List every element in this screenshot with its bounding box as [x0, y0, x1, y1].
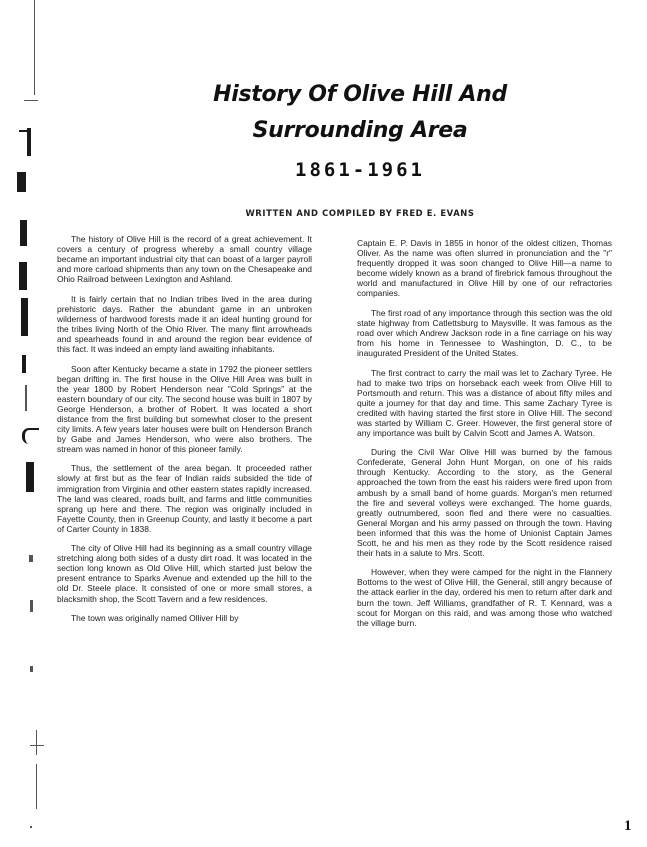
- margin-mark: [19, 262, 27, 290]
- margin-mark: [29, 555, 33, 562]
- page-number: 1: [624, 818, 632, 834]
- paragraph: The city of Olive Hill had its beginning as a small country village stretching along both sides of a dusty dirt road. It was located in the section long known as Old Olive Hill, which started just below the present entrance to Sparks Avenue and extended up the hill to the old Dr. Steele place. It consisted of one or more small stores, a blacksmith shop, the Scott Tavern and a few residences.: [57, 543, 312, 604]
- paragraph: The first contract to carry the mail was let to Zachary Tyree. He had to make two trips on horseback each week from Olive Hill to Portsmouth and return. This was a distance of about fifty miles and quite a journey for that day and time. This same Zachary Tyree is credited with having started the first store in Olive Hill. The second was started by William C. Greer. However, the first general store of any importance was built by Calvin Scott and James A. Watson.: [357, 367, 612, 438]
- paragraph: It is fairly certain that no Indian tribes lived in the area during prehistoric days. Rather the abundant game in an unbroken wilderness of hardwood forests made it an ideal hunting ground for the tribes living North of the Ohio River. The many flint arrowheads and spearheads found in and around the region bear evidence of this fact. It was indeed an empty land awaiting inhabitants.: [57, 293, 312, 354]
- margin-mark: [36, 730, 37, 755]
- left-column: [57, 234, 312, 623]
- margin-mark: [21, 298, 28, 336]
- paragraph: The town was originally named Olliver Hill by: [71, 613, 239, 624]
- margin-dot: [30, 826, 32, 828]
- margin-tick: [24, 100, 38, 101]
- right-column: [357, 238, 612, 628]
- paragraph: Thus, the settlement of the area began. It proceeded rather slowly at first but as the fear of Indian raids subsided the tide of immigration from Virginia and other eastern states rapidly increased. The land was cleared, roads built, and farms and little communities sprang up here and there. The region was originally included in Fayette County, then in Greenup County, and lastly it become a part of Carter County in 1838.: [57, 463, 312, 534]
- margin-mark: [26, 462, 34, 492]
- title-line-1: History Of Olive Hill And: [213, 82, 507, 107]
- paragraph: Captain E. P. Davis in 1855 in honor of the oldest citizen, Thomas Oliver. As the name was often slurred in pronunciation and the "r" frequently dropped it was soon changed to Olive Hill—a name to become widely known as a brand of firebrick famous throughout the world and manufactured in Olive Hill by one of our refractories companies.: [357, 238, 612, 299]
- paragraph: During the Civil War Olive Hill was burned by the famous Confederate, General John Hunt Morgan, on one of his raids through Kentucky. According to the story, as the General approached the town from the east his raiders were fired upon from ambush by a small band of home guards. Morgan's men returned the fire and several volleys were exchanged. The home guards, greatly outnumbered, soon fled and there were no casualties. General Morgan and his army passed on through the town. Having been informed that this was the home of Unionist Captain James Scott, he and his men as they rode by the Scott residence raised their hats in a salute to Mrs. Scott.: [357, 447, 612, 558]
- year-range: 1861-1961: [295, 159, 425, 181]
- paragraph: Soon after Kentucky became a state in 1792 the pioneer settlers began drifting in. The first house in the Olive Hill Area was built in the year 1800 by Robert Henderson near "Cold Springs" at the eastern boundary of our city. The second house was built in 1807 by George Henderson, a brother of Robert. It was located a short distance from the first building but somewhat closer to the present city limits. A few years later houses were built on Henderson Branch by Gabe and James Henderson, who were also brothers. The stream was named in honor of this pioneer family.: [57, 363, 312, 454]
- margin-mark: [22, 428, 39, 444]
- margin-tick: [30, 745, 44, 746]
- title-line-2: Surrounding Area: [252, 118, 468, 143]
- margin-mark: [19, 130, 27, 132]
- margin-mark: [30, 666, 33, 672]
- paragraph: However, when they were camped for the night in the Flannery Bottoms to the west of Olive Hill, the General, still angry because of the attack earlier in the day, ordered his men to return after dark and burn the town. Jeff Williams, grandfather of R. T. Kennard, was a scout for Morgan on this raid, and was among those who watched the village burn.: [357, 567, 612, 628]
- margin-line: [34, 0, 35, 95]
- margin-mark: [25, 385, 27, 411]
- margin-mark: [20, 220, 27, 246]
- paragraph: The first road of any importance through this section was the old state highway from Catlettsburg to Maysville. It was famous as the road over which Andrew Jackson rode in a fine carriage on his way from his home in Tennessee to Washington, D. C., to be inaugurated President of the United States.: [357, 307, 612, 358]
- byline: WRITTEN AND COMPILED BY FRED E. EVANS: [245, 208, 475, 218]
- margin-mark: [17, 172, 26, 192]
- margin-mark: [27, 128, 31, 156]
- margin-mark: [22, 355, 26, 373]
- paragraph: The history of Olive Hill is the record of a great achievement. It covers a century of progress whereby a small country village became an important industrial city that can boast of a larger payroll and more carload shipments than any town on the Chesapeake and Ohio Railroad between Lexington and Ashland.: [57, 234, 312, 285]
- margin-mark: [30, 600, 33, 612]
- margin-line: [36, 764, 37, 809]
